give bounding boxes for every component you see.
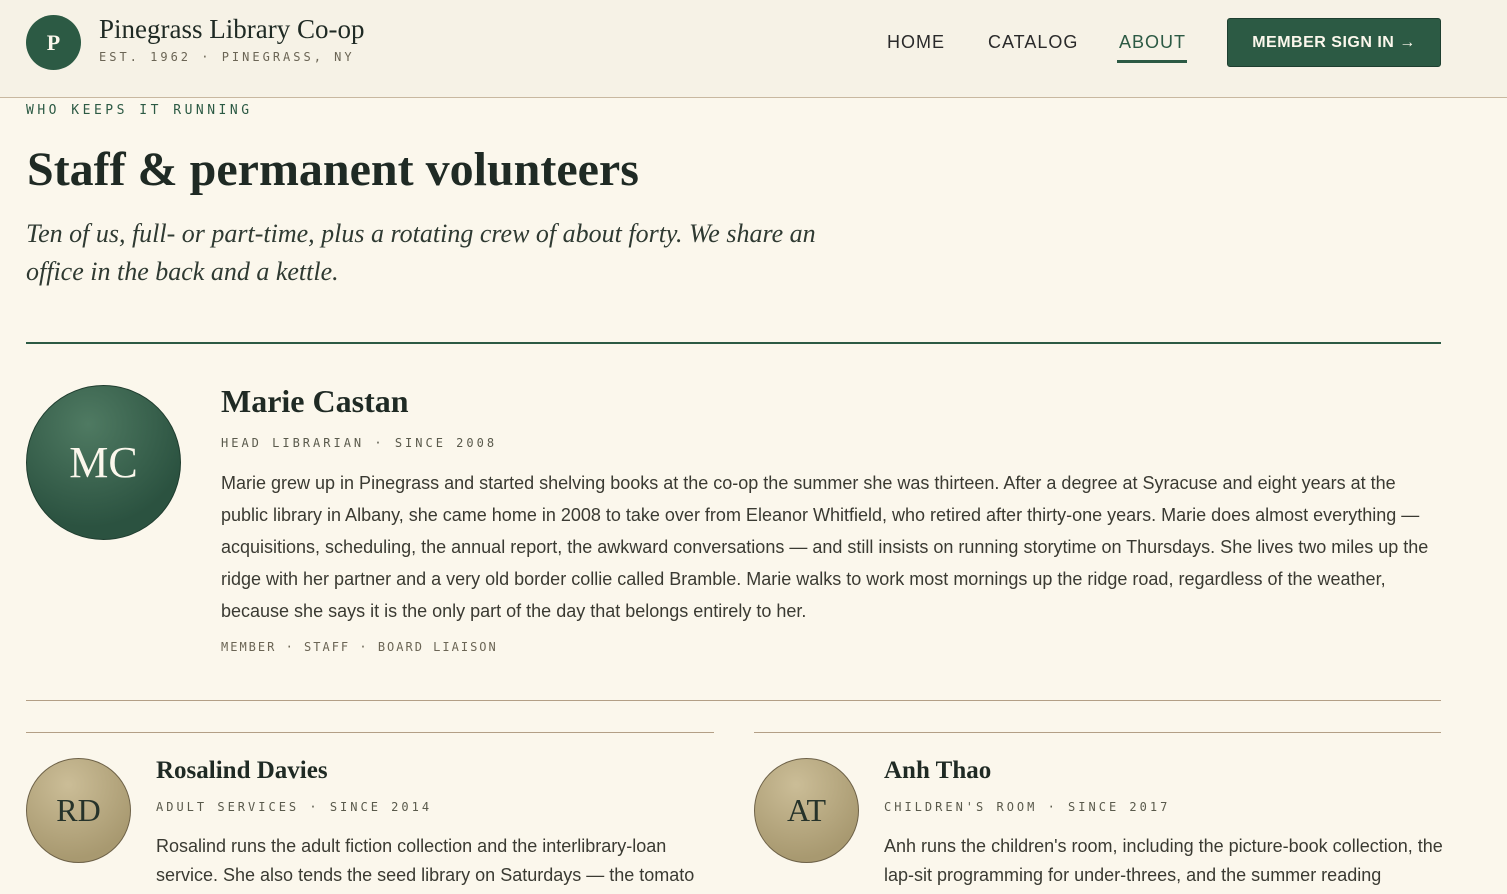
- staff-role: ADULT SERVICES · SINCE 2014: [156, 800, 433, 814]
- brand-tagline: EST. 1962 · PINEGRASS, NY: [99, 50, 355, 64]
- nav-active-underline: [1117, 60, 1187, 63]
- staff-bio: Marie grew up in Pinegrass and started shelving books at the co-op the summer she was thirteen. After a degree at Syracuse and eight years at the public library in Albany, she came home in 2008 to take over from Eleanor Whitfield, who retired after thirty-one years. Marie does almost everything — acquisitions, scheduling, the annual report, the awkward conversations — and still insists on running storytime on Thursdays. She lives two miles up the ridge with her partner and a very old border collie called Bramble. Marie walks to work most mornings up the ridge road, regardless of the weather, because she says it is the only part of the day that belongs entirely to her.: [221, 473, 1429, 621]
- nav-home[interactable]: HOME: [887, 32, 945, 52]
- card-top-rule: [26, 732, 714, 733]
- staff-bio: Anh runs the children's room, including the picture-book collection, the lap-sit programming for under-threes, and the summer reading: [884, 836, 1443, 885]
- page-lede: Ten of us, full- or part-time, plus a rotating crew of about forty. We share an office in the back and a kettle.: [26, 219, 816, 286]
- member-sign-in-button[interactable]: MEMBER SIGN IN →: [1227, 18, 1441, 67]
- staff-tags: MEMBER · STAFF · BOARD LIAISON: [221, 640, 498, 654]
- staff-name: Anh Thao: [884, 757, 992, 784]
- page-title: Staff & permanent volunteers: [27, 143, 639, 196]
- card-top-rule: [754, 732, 1441, 733]
- site-header: [0, 0, 1507, 98]
- nav-about[interactable]: ABOUT: [1119, 32, 1187, 52]
- brand-name[interactable]: Pinegrass Library Co-op: [99, 14, 365, 44]
- staff-role: HEAD LIBRARIAN · SINCE 2008: [221, 436, 498, 450]
- section-eyebrow: WHO KEEPS IT RUNNING: [26, 103, 253, 118]
- staff-name: Rosalind Davies: [156, 757, 328, 784]
- avatar: AT: [754, 758, 859, 863]
- card-divider: [26, 700, 1441, 701]
- logo-badge[interactable]: P: [26, 15, 81, 70]
- staff-role: CHILDREN'S ROOM · SINCE 2017: [884, 800, 1171, 814]
- staff-name: Marie Castan: [221, 383, 409, 419]
- section-divider: [26, 342, 1441, 344]
- nav-catalog[interactable]: CATALOG: [988, 32, 1079, 52]
- avatar: MC: [26, 385, 181, 540]
- avatar: RD: [26, 758, 131, 863]
- staff-bio: Rosalind runs the adult fiction collection and the interlibrary-loan service. She also tends the seed library on Saturdays — the tomato: [156, 836, 695, 885]
